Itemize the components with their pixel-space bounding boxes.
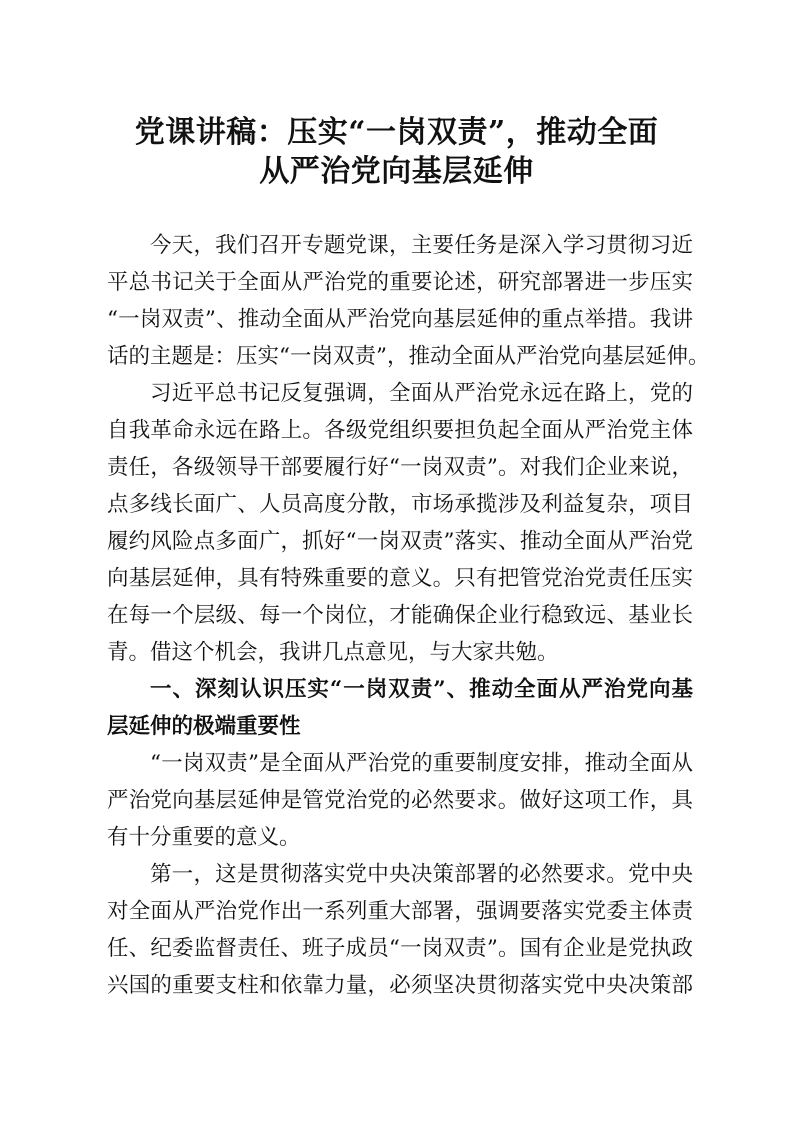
text-line: 习近平总书记反复强调，全面从严治党永远在路上，党的	[150, 381, 693, 406]
title-line: 党课讲稿：压实“一岗双责”，推动全面	[134, 115, 659, 150]
text-line: 点多线长面广、人员高度分散，市场承揽涉及利益复杂，项目	[107, 492, 693, 517]
text-line: 一、深刻认识压实“一岗双责”、推动全面从严治党向基	[150, 677, 693, 702]
text-line: 任、纪委监督责任、班子成员“一岗双责”。国有企业是党执政	[107, 936, 693, 961]
text-line: 履约风险点多面广，抓好“一岗双责”落实、推动全面从严治党	[107, 529, 693, 554]
text-line: 自我革命永远在路上。各级党组织要担负起全面从严治党主体	[107, 418, 693, 443]
text-line: 对全面从严治党作出一系列重大部署，强调要落实党委主体责	[107, 899, 693, 924]
title-line: 从严治党向基层延伸	[259, 154, 534, 189]
text-line: “一岗双责”是全面从严治党的重要制度安排，推动全面从	[150, 751, 693, 776]
text-line: 今天，我们召开专题党课，主要任务是深入学习贯彻习近	[150, 233, 693, 258]
text-line: 责任，各级领导干部要履行好“一岗双责”。对我们企业来说，	[107, 455, 693, 480]
text-line: 平总书记关于全面从严治党的重要论述，研究部署进一步压实	[107, 270, 693, 295]
text-line: 在每一个层级、每一个岗位，才能确保企业行稳致远、基业长	[107, 603, 693, 628]
text-line: 层延伸的极端重要性	[107, 714, 301, 739]
paragraph	[107, 745, 693, 856]
section-heading	[107, 671, 693, 745]
text-line: 话的主题是：压实“一岗双责”，推动全面从严治党向基层延伸。	[107, 344, 710, 369]
document-title	[100, 113, 693, 191]
paragraph	[107, 375, 693, 671]
text-line: 第一，这是贯彻落实党中央决策部署的必然要求。党中央	[150, 862, 693, 887]
text-line: “一岗双责”、推动全面从严治党向基层延伸的重点举措。我讲	[107, 307, 693, 332]
text-line: 青。借这个机会，我讲几点意见，与大家共勉。	[107, 640, 559, 665]
paragraph	[107, 227, 710, 375]
paragraph	[107, 856, 693, 1004]
text-line: 兴国的重要支柱和依靠力量，必须坚决贯彻落实党中央决策部	[107, 973, 693, 998]
document-body	[107, 227, 710, 1004]
text-line: 有十分重要的意义。	[107, 825, 301, 850]
text-line: 严治党向基层延伸是管党治党的必然要求。做好这项工作，具	[107, 788, 693, 813]
text-line: 向基层延伸，具有特殊重要的意义。只有把管党治党责任压实	[107, 566, 693, 591]
